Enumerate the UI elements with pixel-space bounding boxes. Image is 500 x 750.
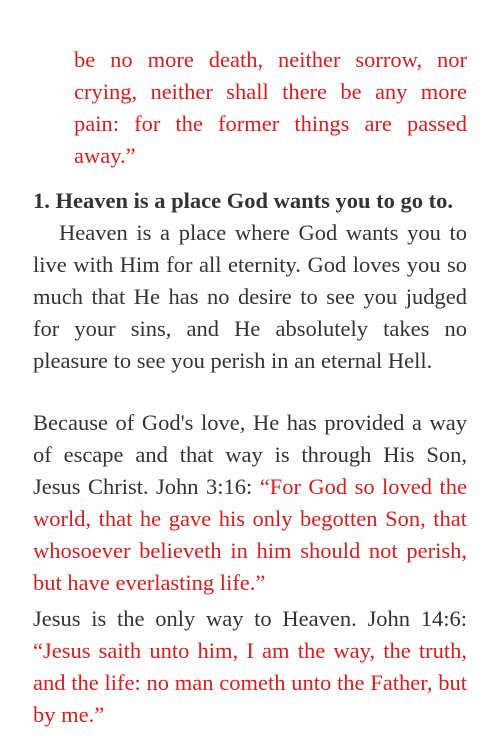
paragraph-gods-love-text: Because of God's love, He has provided a way of escape and that way is through His Son, Jesus Christ. John 3:16: (33, 410, 467, 499)
intro-scripture-quote: be no more death, neither sorrow, nor crying, neither shall there be any more pain: for the former things are passed away.” (74, 47, 467, 168)
section-heading: 1. Heaven is a place God wants you to go to. (33, 188, 454, 213)
paragraph-only-way-text: Jesus is the only way to Heaven. John 14:6: (33, 606, 467, 631)
paragraph-heaven-description: Heaven is a place where God wants you to live with Him for all eternity. God loves you so much that He has no desire to see you judged for your sins, and He absolutely takes no pleasure to see you perish in an eternal Hell. (33, 220, 467, 373)
paragraph-only-way (33, 603, 467, 731)
john-14-6-quote: “Jesus saith unto him, I am the way, the truth, and the life: no man cometh unto the Father, but by me.” (33, 638, 467, 727)
john-3-16-quote: “For God so loved the world, that he gave his only begotten Son, that whosoever believeth in him should not perish, but have everlasting life.” (33, 474, 467, 595)
paragraph-gods-love (33, 407, 467, 599)
